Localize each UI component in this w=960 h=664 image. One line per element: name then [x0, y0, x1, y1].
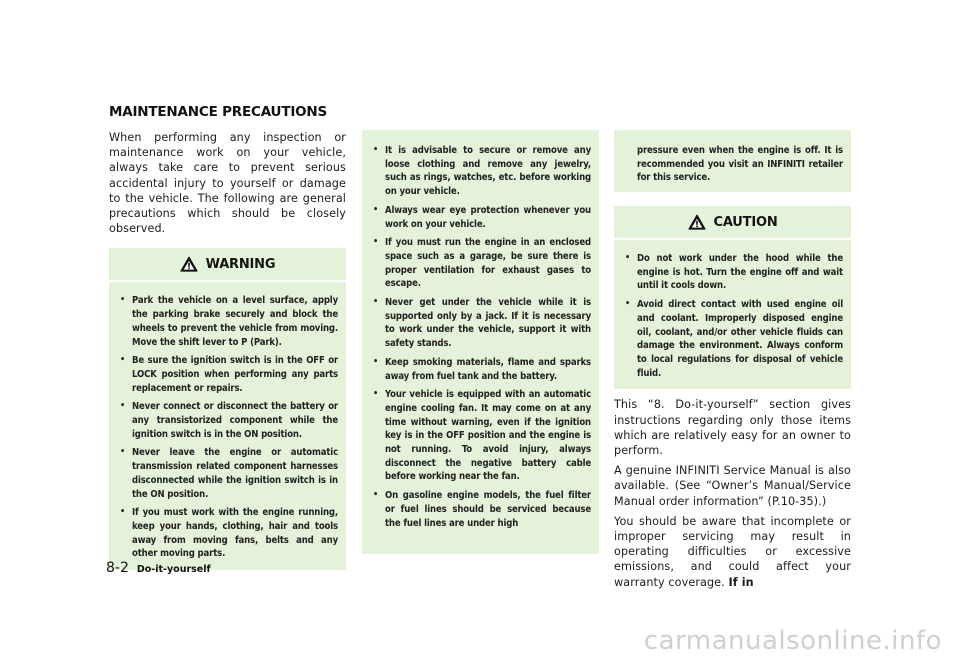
section-name: Do-it-yourself [136, 564, 211, 575]
intro-paragraph: When performing any inspection or maintenance work on your vehicle, always take care to prevent serious accidental injury to yourself or damage to the vehicle. The following are general precautions which should be closely observed. [109, 131, 346, 236]
caution-title: CAUTION [713, 214, 778, 230]
warning-item-1: • Park the vehicle on a level surface, apply the parking brake securely and block the wheels to prevent the vehicle from moving. Move the shift lever to P (Park). [119, 294, 338, 349]
warning-triangle-icon [180, 256, 198, 272]
warning-item-3: • Never connect or disconnect the battery or any transistorized component while the ignition switch is in the ON position. [119, 400, 338, 441]
warning-item-6: • It is advisable to secure or remove any loose clothing and remove any jewelry, such as rings, watches, etc. before working on your vehicle. [372, 144, 591, 199]
warning-item-9: • Never get under the vehicle while it is supported only by a jack. If it is necessary to work under the vehicle, support it with safety stands. [372, 296, 591, 351]
caution-list [624, 252, 843, 380]
paragraph-warranty [614, 514, 851, 590]
column-2 [362, 130, 599, 554]
warning-box-continued-2 [614, 130, 851, 192]
warning-list [119, 294, 338, 561]
warning-box [109, 248, 346, 570]
caution-title-bar [614, 206, 851, 238]
caution-box [614, 206, 851, 389]
warning-item-7: • Always wear eye protection whenever you work on your vehicle. [372, 204, 591, 231]
caution-item-2: • Avoid direct contact with used engine oil and coolant. Improperly disposed engine oil, coolant, and/or other vehicle fluids can damage the environment. Always conform to local regulations for disposal of vehicle fluid. [624, 298, 843, 380]
warning-item-12: • On gasoline engine models, the fuel filter or fuel lines should be serviced because the fuel lines are under high [372, 489, 591, 530]
warning-item-2: • Be sure the ignition switch is in the OFF or LOCK position when performing any parts replacement or repairs. [119, 354, 338, 395]
warning-item-8: • If you must run the engine in an enclosed space such as a garage, be sure there is proper ventilation for exhaust gases to escape. [372, 236, 591, 291]
closing-text [614, 397, 851, 589]
column-1 [109, 130, 346, 570]
paragraph-warranty-text: You should be aware that incomplete or improper servicing may result in operating difficulties or excessive emissions, and could affect your warranty coverage. [614, 514, 851, 589]
warning-list-continued [372, 144, 591, 530]
page-number: 8-2 [106, 560, 129, 576]
warning-item-12-continued: pressure even when the engine is off. It is recommended you visit an INFINITI retailer for this service. [637, 145, 843, 184]
warning-item-10: • Keep smoking materials, flame and sparks away from fuel tank and the battery. [372, 356, 591, 383]
caution-triangle-icon [688, 214, 706, 230]
warning-item-5: • If you must work with the engine running, keep your hands, clothing, hair and tools away from moving fans, belts and any other moving parts. [119, 506, 338, 561]
caution-body [614, 240, 851, 389]
warning-body [109, 282, 346, 570]
warning-item-4: • Never leave the engine or automatic transmission related component harnesses disconnected while the ignition switch is in the ON position. [119, 446, 338, 501]
warning-item-11: • Your vehicle is equipped with an automatic engine cooling fan. It may come on at any time without warning, even if the ignition key is in the OFF position and the engine is not running. To avoid injury, always disconnect the negative battery cable before working near the fan. [372, 388, 591, 484]
caution-item-1: • Do not work under the hood while the engine is hot. Turn the engine off and wait until it cools down. [624, 252, 843, 293]
page-footer [106, 560, 211, 576]
paragraph-service-manual: A genuine INFINITI Service Manual is also available. (See “Owner’s Manual/Service Manual order information” (P.10-35).) [614, 464, 851, 508]
paragraph-do-it-yourself: This “8. Do-it-yourself” section gives instructions regarding only those items which are relatively easy for an owner to perform. [614, 398, 851, 457]
watermark: carmanualsonline.info [643, 626, 942, 656]
warning-title-bar [109, 248, 346, 280]
page-heading: MAINTENANCE PRECAUTIONS [109, 104, 328, 120]
warning-box-continued [362, 130, 599, 554]
warning-title: WARNING [205, 256, 276, 272]
paragraph-warranty-bold: If in [728, 575, 754, 589]
column-3 [614, 130, 851, 595]
